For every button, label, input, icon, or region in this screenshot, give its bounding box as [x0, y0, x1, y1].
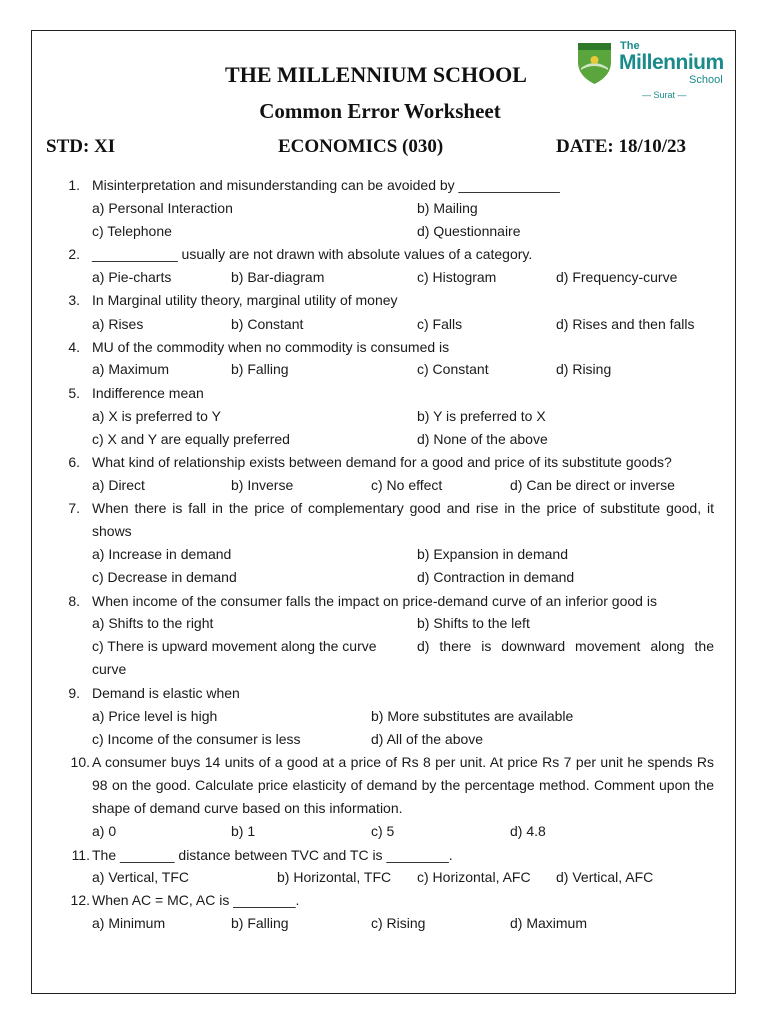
option: c) Horizontal, AFC: [417, 869, 531, 885]
worksheet-title: Common Error Worksheet: [259, 99, 501, 123]
logo-name: Millennium: [619, 51, 724, 74]
option: d) Contraction in demand: [417, 569, 575, 585]
option: a) Increase in demand: [92, 546, 232, 562]
option: c) Decrease in demand: [92, 569, 237, 585]
option: a) Pie-charts: [92, 269, 172, 285]
question-text: A consumer buys 14 units of a good at a price of Rs 8 per unit. At price Rs 7 per unit he spends Rs: [92, 754, 714, 770]
option: b) Horizontal, TFC: [277, 869, 392, 885]
school-logo: [575, 40, 725, 100]
option: c) Falls: [417, 316, 463, 332]
question-number: 2.: [68, 246, 80, 262]
option: c) Constant: [417, 361, 489, 377]
question-text-continued: shows: [92, 523, 132, 539]
question-text: What kind of relationship exists between demand for a good and price of its substitute goods?: [92, 454, 672, 470]
question-text: When there is fall in the price of complementary good and rise in the price of substitute good, it: [92, 500, 714, 516]
option: c) 5: [371, 823, 395, 839]
option: d) All of the above: [371, 731, 484, 747]
option: b) Falling: [231, 915, 289, 931]
option: a) Direct: [92, 477, 145, 493]
option: a) Rises: [92, 316, 144, 332]
option: a) Shifts to the right: [92, 615, 214, 631]
logo-the: The: [620, 40, 640, 52]
option: a) Price level is high: [92, 708, 218, 724]
question-text: The _______ distance between TVC and TC is ________.: [92, 847, 453, 863]
subject-label: ECONOMICS (030): [278, 136, 444, 157]
question-number: 12.: [70, 892, 90, 908]
option: d) Vertical, AFC: [556, 869, 654, 885]
question-text-continued: shape of demand curve based on this information.: [92, 800, 403, 816]
option: d) Can be direct or inverse: [510, 477, 675, 493]
question-number: 10.: [70, 754, 90, 770]
question-text: Misinterpretation and misunderstanding can be avoided by _____________: [92, 177, 560, 193]
option: a) Maximum: [92, 361, 170, 377]
question-number: 4.: [68, 339, 80, 355]
question-number: 9.: [68, 685, 80, 701]
option: d) 4.8: [510, 823, 546, 839]
option: d) there is downward movement along the: [417, 638, 714, 654]
option: b) Bar-diagram: [231, 269, 325, 285]
question-text-continued: 98 on the good. Calculate price elasticity of demand by the percentage method. Comment upon the: [92, 777, 714, 793]
option-continued: curve: [92, 661, 127, 677]
question-text: Demand is elastic when: [92, 685, 240, 701]
question-number: 8.: [68, 593, 80, 609]
option: c) Income of the consumer is less: [92, 731, 301, 747]
question-text: When AC = MC, AC is ________.: [92, 892, 300, 908]
option: d) Frequency-curve: [556, 269, 678, 285]
option: a) 0: [92, 823, 117, 839]
option: d) Rises and then falls: [556, 316, 695, 332]
option: b) Mailing: [417, 200, 478, 216]
question-text: ___________ usually are not drawn with absolute values of a category.: [92, 246, 533, 262]
option: b) Inverse: [231, 477, 294, 493]
question-text: In Marginal utility theory, marginal utility of money: [92, 292, 398, 308]
option: d) Maximum: [510, 915, 588, 931]
question-text: When income of the consumer falls the impact on price-demand curve of an inferior good is: [92, 593, 657, 609]
option: c) There is upward movement along the curve: [92, 638, 377, 654]
question-number: 1.: [68, 177, 80, 193]
option: c) Histogram: [417, 269, 497, 285]
logo-city: — Surat —: [642, 90, 687, 100]
question-number: 3.: [68, 292, 80, 308]
option: d) Rising: [556, 361, 612, 377]
option: d) Questionnaire: [417, 223, 521, 239]
question-number: 7.: [68, 500, 80, 516]
option: b) 1: [231, 823, 256, 839]
question-number: 6.: [68, 454, 80, 470]
logo-school: School: [689, 74, 723, 86]
option: a) Personal Interaction: [92, 200, 233, 216]
option: b) Falling: [231, 361, 289, 377]
option: b) Shifts to the left: [417, 615, 530, 631]
option: b) Constant: [231, 316, 304, 332]
date-label: DATE: 18/10/23: [556, 136, 687, 157]
question-text: MU of the commodity when no commodity is consumed is: [92, 339, 450, 355]
option: d) None of the above: [417, 431, 548, 447]
option: c) Telephone: [92, 223, 172, 239]
question-number: 11.: [71, 847, 90, 863]
option: a) Minimum: [92, 915, 166, 931]
std-label: STD: XI: [46, 136, 116, 157]
question-text: Indifference mean: [92, 385, 204, 401]
option: b) More substitutes are available: [371, 708, 574, 724]
school-name: THE MILLENNIUM SCHOOL: [225, 62, 527, 87]
option: b) Y is preferred to X: [417, 408, 546, 424]
question-number: 5.: [68, 385, 80, 401]
option: a) Vertical, TFC: [92, 869, 189, 885]
option: c) X and Y are equally preferred: [92, 431, 290, 447]
option: c) No effect: [371, 477, 443, 493]
option: b) Expansion in demand: [417, 546, 568, 562]
option: c) Rising: [371, 915, 426, 931]
option: a) X is preferred to Y: [92, 408, 221, 424]
